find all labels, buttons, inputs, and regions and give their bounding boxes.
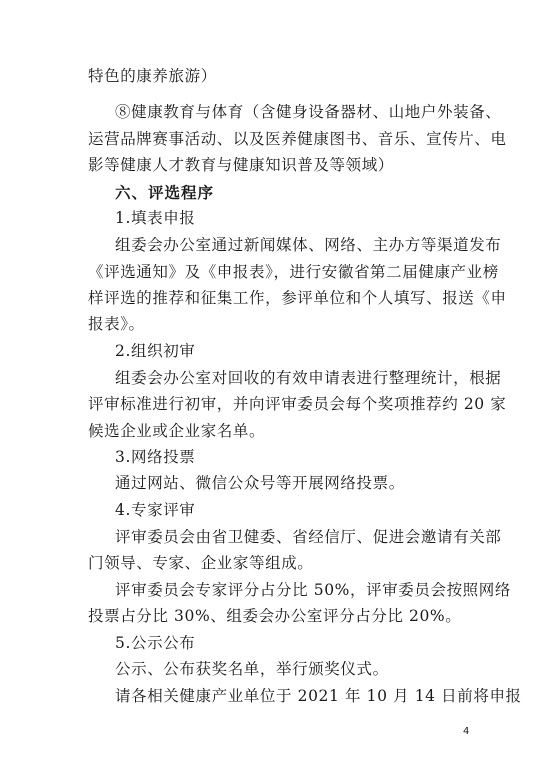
text-line: 评审标准进行初审，并向评审委员会每个奖项推荐约 20 家 [88,395,507,413]
text-line: 组委会办公室对回收的有效申请表进行整理统计，根据 [115,369,502,387]
text-line: 投票占分比 30%、组委会办公室评分占分比 20%。 [88,607,462,625]
text-line: 候选企业或企业家名单。 [88,422,266,440]
text-line: 影等健康人才教育与健康知识普及等领域） [88,156,394,174]
text-line: 评审委员会专家评分占分比 50%，评审委员会按照网络 [115,581,511,599]
text-line: 运营品牌赛事活动、以及医养健康图书、音乐、宣传片、电 [88,130,507,148]
text-line: 通过网站、微信公众号等开展网络投票。 [115,474,405,492]
subheading: 1.填表申报 [115,209,196,227]
subheading: 4.专家评审 [115,501,196,519]
text-line: 《评选通知》及《申报表》，进行安徽省第二届健康产业榜 [88,263,499,281]
subheading: 3.网络投票 [115,448,196,466]
text-line: 公示、公布获奖名单，举行颁奖仪式。 [115,660,389,678]
text-line: 报表》。 [88,315,145,333]
subheading: 5.公示公布 [115,634,196,652]
page-number: 4 [463,726,470,737]
text-line: 评审委员会由省卫健委、省经信厅、促进会邀请有关部 [115,528,502,546]
text-line: 门领导、专家、企业家等组成。 [88,554,314,572]
section-heading: 六、评选程序 [115,184,215,202]
text-line: 特色的康养旅游） [88,67,217,85]
text-line: 样评选的推荐和征集工作，参评单位和个人填写、报送《申 [88,289,507,307]
text-line: 组委会办公室通过新闻媒体、网络、主办方等渠道发布 [115,236,502,254]
subheading: 2.组织初审 [115,342,196,360]
text-line: 请各相关健康产业单位于 2021 年 10 月 14 日前将申报 [115,687,522,705]
text-line: ⑧健康教育与体育（含健身设备器材、山地户外装备、 [115,103,502,121]
